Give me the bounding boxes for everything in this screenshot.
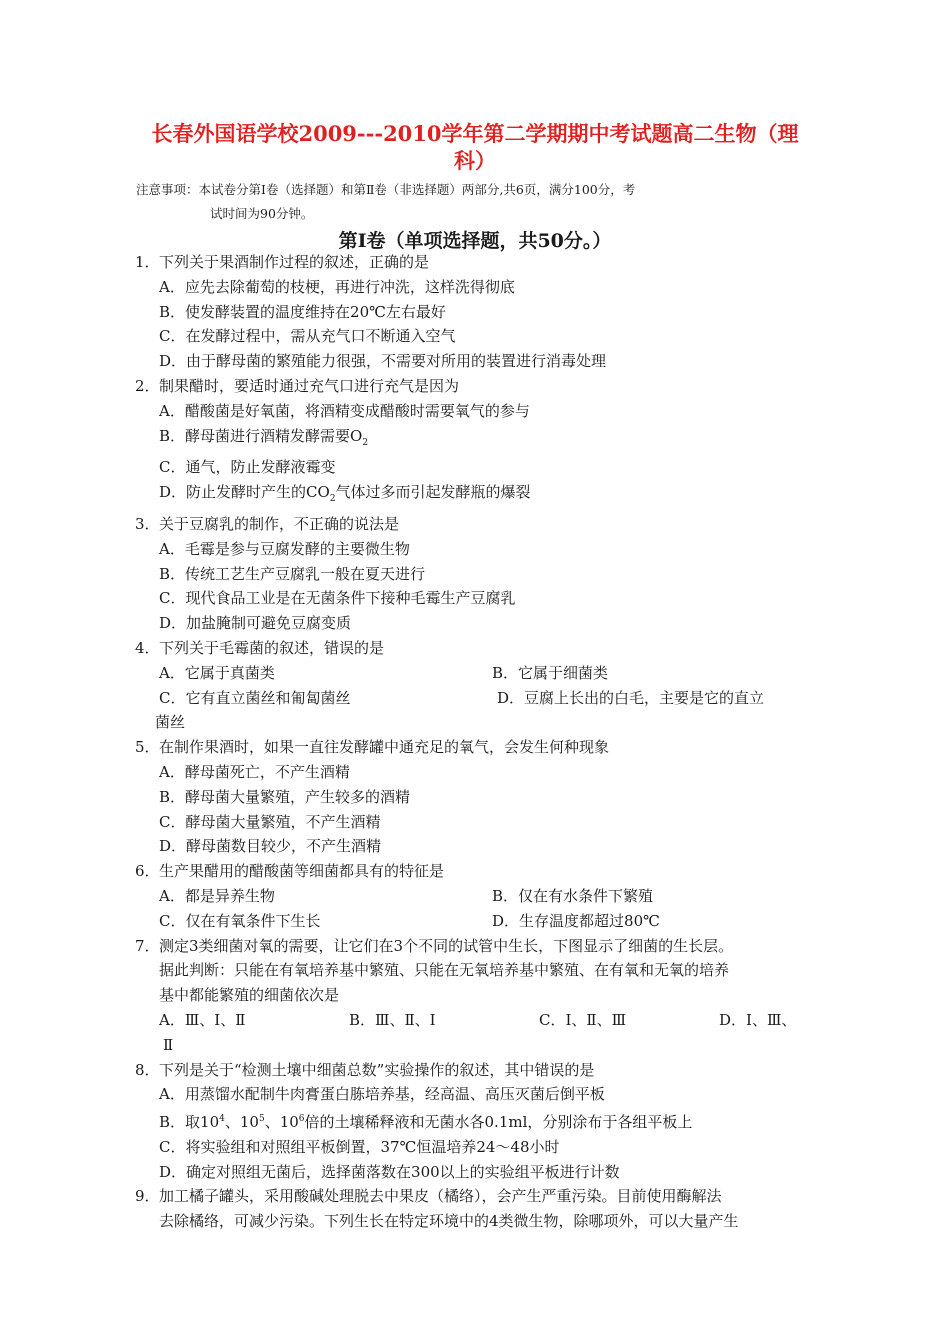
question-7 [135, 934, 825, 1058]
option-d: D．生存温度都超过80℃ [492, 911, 660, 930]
option-a: A．醋酸菌是好氧菌，将酒精变成醋酸时需要氧气的参与 [159, 401, 530, 420]
section-title: 第Ⅰ卷（单项选择题，共50分。） [338, 230, 612, 252]
option-b: B．Ⅲ、Ⅱ、Ⅰ [349, 1010, 436, 1029]
question-6 [135, 859, 825, 933]
question-number: 5． [135, 738, 160, 757]
question-8 [135, 1058, 825, 1185]
question-3 [135, 512, 825, 636]
exam-title-line1: 长春外国语学校2009---2010学年第二学期期中考试题高二生物（理 [151, 121, 799, 146]
option-c: C．通气，防止发酵液霉变 [159, 458, 336, 477]
option-d-text: D．防止发酵时产生的CO [159, 483, 330, 502]
option-a: A．毛霉是参与豆腐发酵的主要微生物 [159, 539, 410, 558]
question-stem: 在制作果酒时，如果一直往发酵罐中通充足的氧气，会发生何种现象 [159, 738, 610, 757]
notice-line2: 试时间为90分钟。 [210, 206, 314, 221]
question-number: 4． [135, 638, 160, 657]
option-b-text: B．酵母菌进行酒精发酵需要O [159, 426, 363, 445]
option-b [135, 424, 825, 456]
question-stem: 下列关于果酒制作过程的叙述，正确的是 [159, 253, 430, 271]
option-d: D．加盐腌制可避免豆腐变质 [159, 614, 352, 633]
question-stem: 生产果醋用的醋酸菌等细菌都具有的特征是 [159, 862, 445, 881]
question-number: 1． [135, 253, 160, 271]
notice-line1: 注意事项：本试卷分第Ⅰ卷（选择题）和第Ⅱ卷（非选择题）两部分,共6页，满分100分，考 [136, 182, 636, 197]
option-a: A．它属于真菌类 [159, 663, 275, 682]
question-stem: 加工橘子罐头，采用酸碱处理脱去中果皮（橘络），会产生严重污染。目前使用酶解法 [159, 1187, 722, 1206]
question-5 [135, 735, 825, 859]
option-b: B．使发酵装置的温度维持在20℃左右最好 [159, 302, 446, 321]
option-d: D．由于酵母菌的繁殖能力很强，不需要对所用的装置进行消毒处理 [159, 352, 607, 371]
question-stem-line2: 去除橘络，可减少污染。下列生长在特定环境中的4类微生物，除哪项外，可以大量产生 [159, 1212, 739, 1231]
option-a: A．酵母菌死亡，不产生酒精 [159, 762, 350, 781]
option-d: D．Ⅰ、Ⅲ、 [719, 1010, 797, 1029]
question-stem: 下列是关于“检测土壤中细菌总数”实验操作的叙述，其中错误的是 [159, 1060, 595, 1079]
option-d-tail: 气体过多而引起发酵瓶的爆裂 [335, 483, 531, 502]
question-stem-line3: 基中都能繁殖的细菌依次是 [159, 986, 340, 1005]
superscript: 5 [258, 1114, 265, 1125]
question-stem: 下列关于毛霉菌的叙述，错误的是 [159, 638, 385, 657]
option-c: C．将实验组和对照组平板倒置，37℃恒温培养24～48小时 [159, 1137, 560, 1156]
option-b: B．它属于细菌类 [492, 663, 609, 682]
option-b-part: 、10 [224, 1113, 259, 1132]
question-4 [135, 636, 825, 735]
subscript: 2 [329, 494, 336, 505]
option-d: D．酵母菌数目较少，不产生酒精 [159, 837, 382, 856]
option-c: C．Ⅰ、Ⅱ、Ⅲ [539, 1010, 627, 1029]
question-number: 2． [135, 376, 160, 395]
question-9 [135, 1184, 825, 1234]
question-number: 3． [135, 514, 160, 533]
exam-title-line2: 科） [454, 148, 496, 173]
option-b-tail: 倍的土壤稀释液和无菌水各0.1ml，分别涂布于各组平板上 [304, 1113, 693, 1132]
exam-notice [136, 178, 776, 226]
question-number: 7． [135, 936, 160, 955]
option-d [135, 480, 825, 512]
option-b-part: 、10 [264, 1113, 299, 1132]
option-c: C．在发酵过程中，需从充气口不断通入空气 [159, 327, 456, 346]
option-b-text: B．取10 [159, 1113, 220, 1132]
question-list [135, 250, 825, 1234]
question-stem-line2: 据此判断：只能在有氧培养基中繁殖、只能在无氧培养基中繁殖、在有氧和无氧的培养 [159, 961, 730, 980]
option-b [135, 1107, 825, 1135]
option-c: C．它有直立菌丝和匍匐菌丝 [159, 688, 351, 707]
option-d: D．豆腐上长出的白毛，主要是它的直立 [497, 688, 765, 707]
option-c: C．现代食品工业是在无菌条件下接种毛霉生产豆腐乳 [159, 589, 516, 608]
option-d: D．确定对照组无菌后，选择菌落数在300以上的实验组平板进行计数 [159, 1162, 620, 1181]
option-a: A．应先去除葡萄的枝梗，再进行冲洗，这样洗得彻底 [159, 277, 515, 296]
question-number: 6． [135, 862, 160, 881]
option-a: A．Ⅲ、Ⅰ、Ⅱ [159, 1010, 246, 1029]
option-b: B．酵母菌大量繁殖，产生较多的酒精 [159, 787, 411, 806]
option-c: C．酵母菌大量繁殖，不产生酒精 [159, 812, 381, 831]
subscript: 2 [362, 437, 369, 448]
superscript: 4 [219, 1114, 225, 1125]
option-b: B．仅在有水条件下繁殖 [492, 886, 654, 905]
superscript: 6 [298, 1114, 305, 1125]
option-b: B．传统工艺生产豆腐乳一般在夏天进行 [159, 564, 426, 583]
question-stem: 关于豆腐乳的制作，不正确的说法是 [159, 514, 400, 533]
option-a: A．用蒸馏水配制牛肉膏蛋白胨培养基，经高温、高压灭菌后倒平板 [159, 1085, 605, 1104]
question-number: 8． [135, 1060, 160, 1079]
option-d-wrap: 菌丝 [155, 713, 186, 732]
option-d-wrap: Ⅱ [163, 1035, 174, 1054]
question-2 [135, 374, 825, 512]
exam-title [120, 120, 830, 174]
question-number: 9． [135, 1187, 160, 1206]
option-c: C．仅在有氧条件下生长 [159, 911, 321, 930]
question-stem: 制果醋时，要适时通过充气口进行充气是因为 [159, 376, 460, 395]
question-1 [135, 250, 825, 374]
option-a: A．都是异养生物 [159, 886, 275, 905]
question-stem: 测定3类细菌对氧的需要，让它们在3个不同的试管中生长，下图显示了细菌的生长层。 [159, 936, 734, 955]
